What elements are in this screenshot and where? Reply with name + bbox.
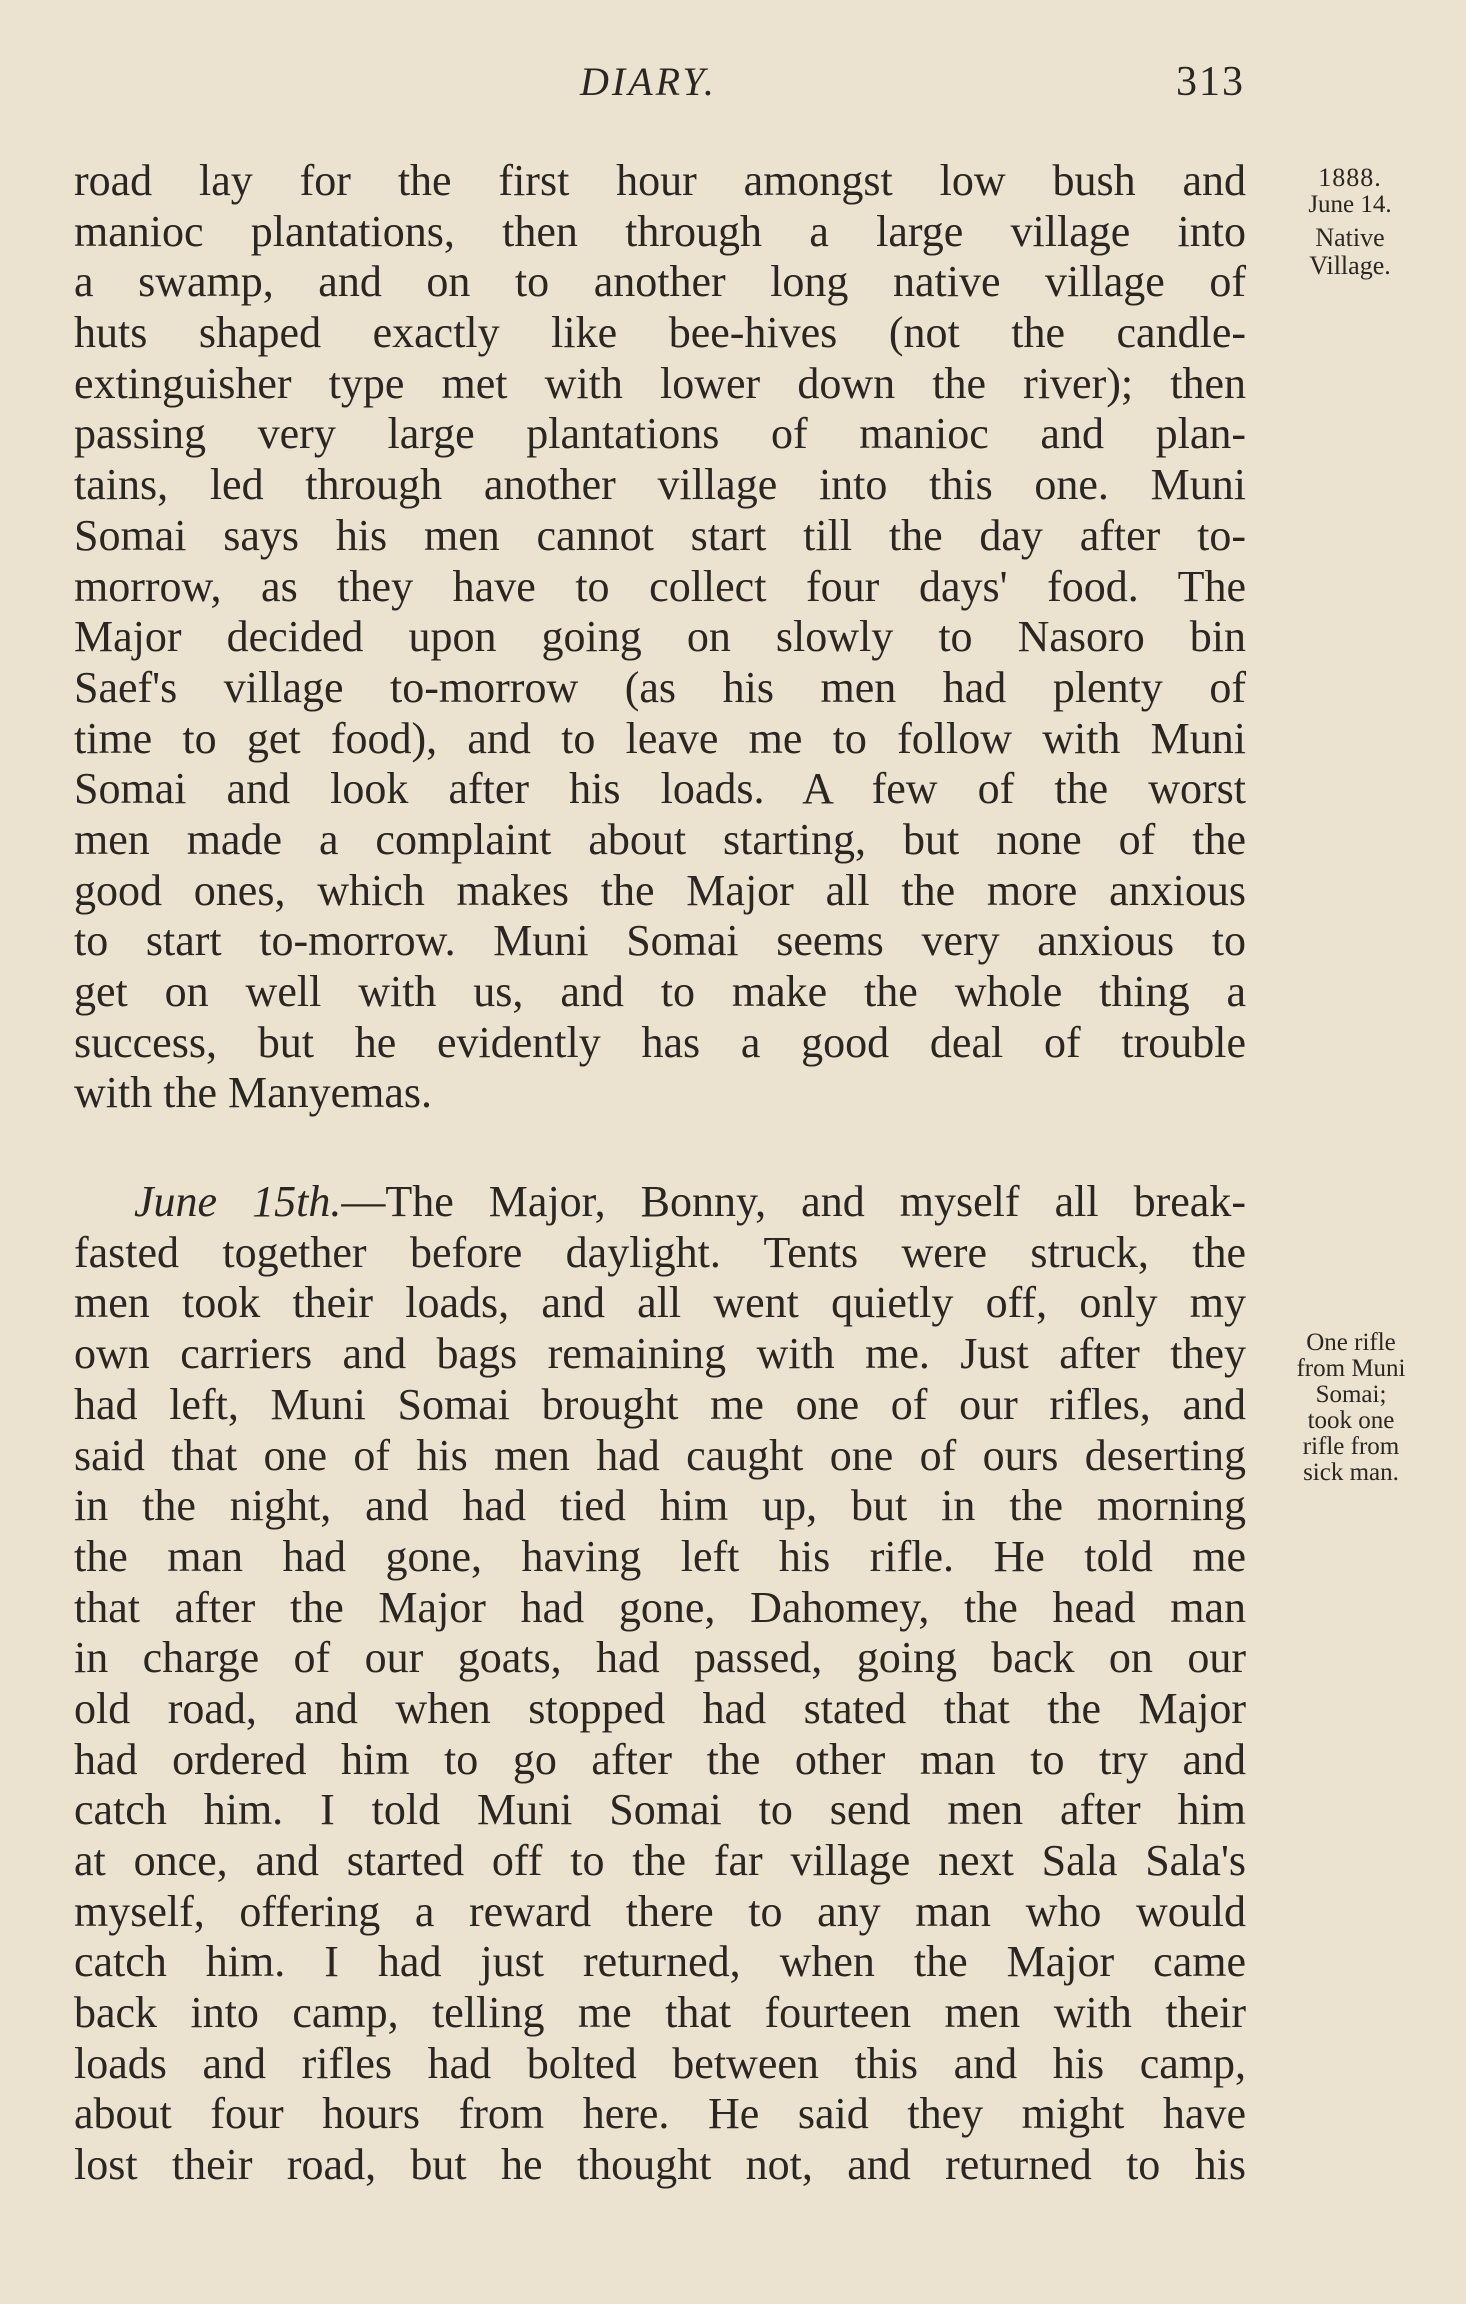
margin-note-line: Somai; [1315,1381,1387,1408]
text-line: men made a complaint about starting, but none of the [74,814,1246,864]
margin-note-place-line2: Village. [1309,251,1391,280]
text-line: get on well with us, and to make the whole thing a [74,967,1246,1016]
text-line: loads and rifles had bolted between this and his camp, [74,2038,1246,2088]
text-line: a swamp, and on to another long native village of [74,257,1246,307]
page-header [0,58,1466,118]
text-line: time to get food), and to leave me to follow with Muni [74,713,1246,763]
paragraph-gap [74,1119,1246,1177]
text-line: road lay for the first hour amongst low bush and [74,156,1246,205]
text-line: fasted together before daylight. Tents were struck, the [74,1227,1246,1277]
text-line: Saef's village to-morrow (as his men had plenty of [74,662,1246,712]
text-line: men took their loads, and all went quietly off, only my [74,1278,1246,1328]
margin-note-line: sick man. [1303,1459,1399,1486]
margin-note-line: took one [1307,1407,1395,1434]
margin-note-date [1270,164,1430,280]
text-line: to start to-morrow. Muni Somai seems very anxious to [74,916,1246,966]
running-head: DIARY. [580,59,717,104]
paragraph-june-14 [74,156,1246,1119]
text-line: had left, Muni Somai brought me one of our rifles, and [74,1379,1246,1429]
text-line: had ordered him to go after the other man to try and [74,1734,1246,1784]
text-line: own carriers and bags remaining with me. Just after they [74,1329,1246,1379]
entry-date: June 15th. [134,1177,342,1227]
margin-note-rifle [1266,1330,1436,1486]
text-line: said that one of his men had caught one of ours deserting [74,1430,1246,1480]
text-line: morrow, as they have to collect four days' food. The [74,561,1246,611]
text-line: passing very large plantations of manioc and plan- [74,409,1246,459]
text-line: that after the Major had gone, Dahomey, the head man [74,1582,1246,1632]
text-line: huts shaped exactly like bee-hives (not the candle- [74,308,1246,358]
margin-note-day: June 14. [1308,191,1392,218]
text-line: Somai says his men cannot start till the day after to- [74,510,1246,560]
text-line: in charge of our goats, had passed, going back on our [74,1633,1246,1683]
text-line: good ones, which makes the Major all the more anxious [74,865,1246,915]
text-line: about four hours from here. He said they might have [74,2089,1246,2139]
text-line: Major decided upon going on slowly to Nasoro bin [74,612,1246,662]
text-line: success, but he evidently has a good deal of trouble [74,1017,1246,1067]
text-line: the man had gone, having left his rifle. He told me [74,1531,1246,1581]
text-line: old road, and when stopped had stated that the Major [74,1683,1246,1733]
margin-note-year: 1888. [1318,163,1382,192]
text-line: myself, offering a reward there to any man who would [74,1886,1246,1936]
text-line: back into camp, telling me that fourteen men with their [74,1988,1246,2038]
body-text [74,156,1246,2191]
page-number: 313 [1176,59,1245,105]
margin-note-line: rifle from [1302,1433,1400,1460]
text-line: lost their road, but he thought not, and returned to his [74,2140,1246,2190]
text-line: in the night, and had tied him up, but in the morning [74,1481,1246,1531]
text-line-first-rest: —The Major, Bonny, and myself all break- [341,1177,1246,1227]
text-line: Somai and look after his loads. A few of the worst [74,764,1246,814]
margin-note-place-line1: Native [1315,223,1385,252]
margin-note-line: One rifle [1306,1329,1396,1356]
text-line: extinguisher type met with lower down the river); then [74,358,1246,408]
paragraph-june-15 [74,1177,1246,2191]
text-line: manioc plantations, then through a large village into [74,206,1246,256]
text-line-first [74,1177,1246,1228]
text-line: with the Manyemas. [74,1068,433,1118]
text-line: catch him. I told Muni Somai to send men after him [74,1785,1246,1835]
margin-note-line: from Muni [1296,1355,1406,1382]
text-line: catch him. I had just returned, when the Major came [74,1937,1246,1987]
text-line: tains, led through another village into this one. Muni [74,460,1246,510]
text-line: at once, and started off to the far village next Sala Sala's [74,1836,1246,1885]
